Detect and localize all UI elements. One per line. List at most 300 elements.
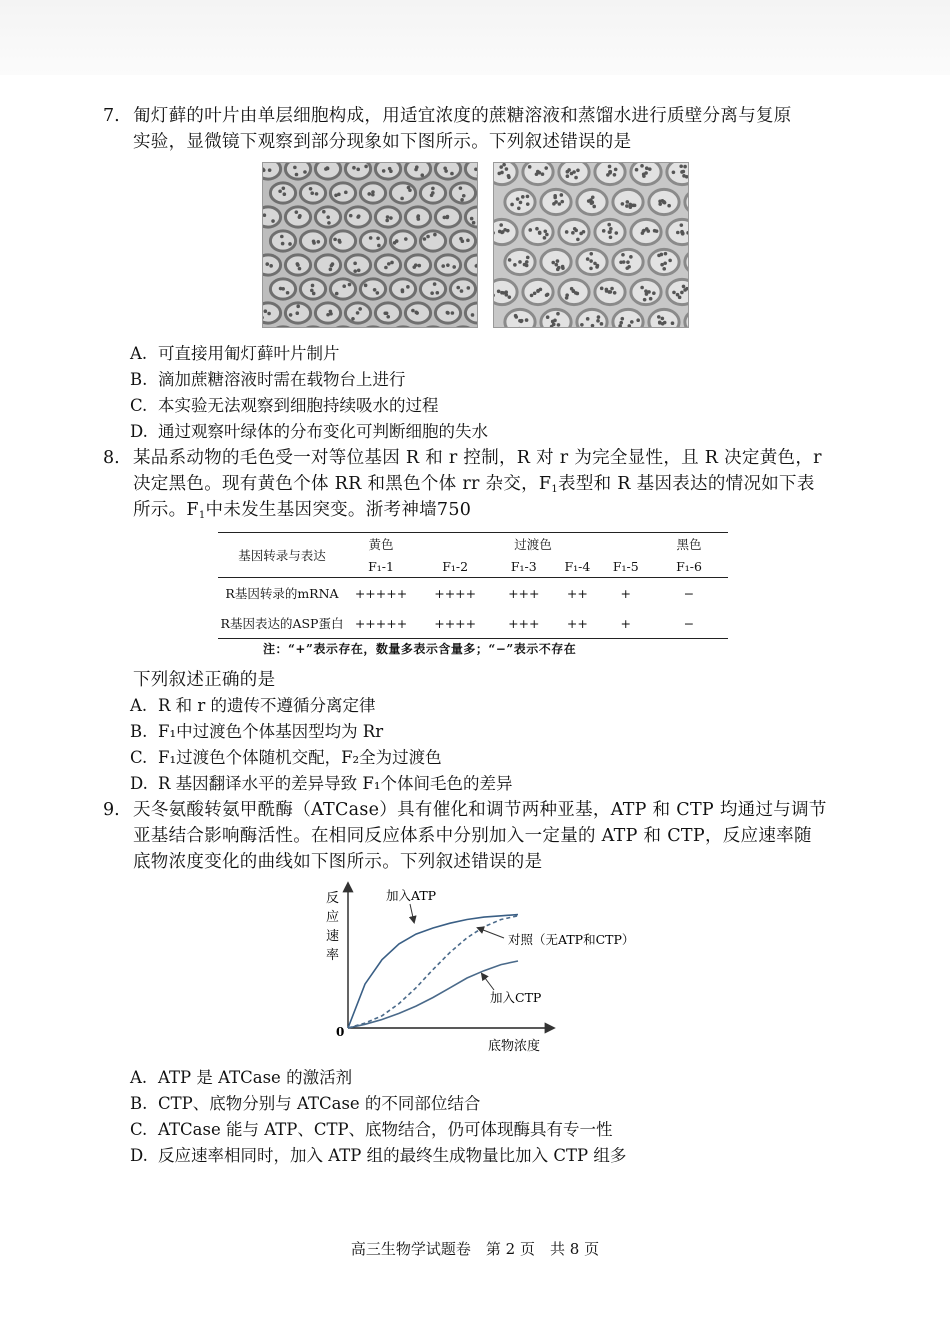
q7-number: 7.	[103, 106, 120, 126]
chloroplast-dot	[633, 204, 637, 208]
chloroplast-dot	[630, 320, 634, 324]
cell-shape	[345, 255, 370, 275]
chloroplast-dot	[600, 287, 604, 291]
gene-expression-table	[218, 532, 728, 639]
chloroplast-dot	[683, 165, 687, 169]
chloroplast-dot	[408, 188, 412, 192]
chloroplast-dot	[565, 293, 569, 297]
chloroplast-dot	[417, 264, 421, 268]
cell-shape	[465, 303, 477, 323]
chloroplast-dot	[546, 315, 550, 319]
chloroplast-dot	[295, 173, 299, 177]
chloroplast-dot	[546, 293, 550, 297]
chloroplast-dot	[498, 230, 502, 234]
chloroplast-dot	[621, 253, 625, 257]
cell-shape	[375, 163, 400, 179]
chloroplast-dot	[433, 233, 437, 237]
chloroplast-dot	[657, 315, 661, 319]
chloroplast-dot	[609, 235, 613, 239]
chloroplast-dot	[459, 237, 463, 241]
chloroplast-dot	[537, 171, 541, 175]
chloroplast-dot	[349, 214, 353, 218]
table-cell: −	[683, 615, 695, 631]
chloroplast-dot	[570, 287, 574, 291]
arrow-control	[478, 928, 504, 938]
chloroplast-dot	[566, 174, 570, 178]
chloroplast-dot	[557, 323, 561, 327]
chloroplast-dot	[582, 230, 586, 234]
chloroplast-dot	[460, 289, 464, 293]
chloroplast-dot	[505, 167, 509, 171]
chloroplast-dot	[643, 298, 647, 302]
cell-shape	[330, 231, 355, 251]
chloroplast-dot	[351, 317, 355, 321]
chloroplast-dot	[330, 264, 334, 268]
chloroplast-dot	[560, 193, 564, 197]
chloroplast-dot	[589, 259, 593, 263]
chloroplast-dot	[528, 165, 532, 169]
chloroplast-dot	[311, 284, 315, 288]
cell-shape	[263, 207, 281, 227]
chloroplast-dot	[271, 219, 275, 223]
chloroplast-dot	[326, 166, 330, 170]
chloroplast-dot	[342, 284, 346, 288]
chloroplast-dot	[416, 215, 420, 219]
chloroplast-dot	[652, 291, 656, 295]
chloroplast-dot	[471, 313, 475, 317]
chloroplast-dot	[541, 172, 545, 176]
q8-option-d: D. R 基因翻译水平的差异导致 F₁个体间毛色的差异	[130, 774, 513, 793]
chloroplast-dot	[364, 165, 368, 169]
table-row-label: R基因转录的mRNA	[225, 586, 339, 601]
cell-shape	[330, 279, 355, 299]
q7-stem-line1: 匍灯藓的叶片由单层细胞构成，用适宜浓度的蔗糖溶液和蒸馏水进行质壁分离与复原	[133, 106, 792, 126]
cell-shape	[541, 309, 571, 327]
micrograph-deplasmolysis-photo	[493, 162, 689, 328]
table-cell: ++	[566, 615, 588, 631]
chloroplast-dot	[376, 291, 380, 295]
chloroplast-dot	[626, 260, 630, 264]
chloroplast-dot	[629, 255, 633, 259]
chloroplast-dot	[586, 257, 590, 261]
chloroplast-dot	[426, 235, 430, 239]
chloroplast-dot	[516, 197, 520, 201]
chloroplast-dot	[663, 261, 667, 265]
q9-stem-line1: 天冬氨酸转氨甲酰酶（ATCase）具有催化和调节两种亚基，ATP 和 CTP 均通过与调节	[133, 800, 827, 820]
chloroplast-dot	[554, 200, 558, 204]
q8-option-c: C. F₁过渡色个体随机交配，F₂全为过渡色	[130, 748, 442, 767]
chloroplast-dot	[414, 168, 418, 172]
chloroplast-dot	[423, 237, 427, 241]
page-header-band	[0, 0, 950, 75]
chloroplast-dot	[472, 221, 476, 225]
q8-stem-line1: 某品系动物的毛色受一对等位基因 R 和 r 控制，R 对 r 为完全显性，且 R 决定黄色，r	[133, 448, 822, 468]
chloroplast-dot	[430, 291, 434, 295]
chloroplast-dot	[561, 266, 565, 270]
chloroplast-dot	[609, 227, 613, 231]
chloroplast-dot	[679, 164, 683, 168]
chloroplast-dot	[525, 264, 529, 268]
table-cell: +	[620, 585, 632, 601]
chloroplast-dot	[600, 322, 604, 326]
chloroplast-dot	[525, 260, 529, 264]
cell-shape	[405, 163, 430, 179]
chloroplast-dot	[586, 317, 590, 321]
chloroplast-dot	[295, 311, 299, 315]
q8-prompt: 下列叙述正确的是	[133, 670, 276, 690]
chloroplast-dot	[265, 262, 269, 266]
chloroplast-dot	[385, 219, 389, 223]
chloroplast-dot	[337, 239, 341, 243]
chloroplast-dot	[386, 315, 390, 319]
chloroplast-dot	[518, 319, 522, 323]
chloroplast-dot	[367, 192, 371, 196]
cell-shape	[315, 255, 340, 275]
y-axis-label-char: 应	[326, 910, 340, 925]
table-cell: ++++	[434, 585, 477, 601]
chloroplast-dot	[536, 289, 540, 293]
cell-shape	[330, 183, 355, 203]
chloroplast-dot	[680, 170, 684, 174]
micrograph-plasmolysis-photo	[262, 162, 478, 328]
chloroplast-dot	[551, 261, 555, 265]
chloroplast-dot	[452, 265, 456, 269]
table-note: 注：“+”表示存在，数量多表示含量多；“−”表示不存在	[263, 642, 577, 656]
cell-shape	[685, 309, 688, 327]
chloroplast-dot	[680, 223, 684, 227]
chloroplast-dot	[664, 252, 668, 256]
label-ctp: 加入CTP	[490, 990, 542, 1005]
chloroplast-dot	[395, 239, 399, 243]
chloroplast-dot	[514, 315, 518, 319]
q7-stem-line2: 实验，显微镜下观察到部分现象如下图所示。下列叙述错误的是	[133, 132, 632, 152]
q8-stem-line3: 所示。$F_1$中未发生基因突变。浙考神墙750	[133, 500, 472, 521]
cell-shape	[667, 279, 688, 304]
table-cell: +	[620, 615, 632, 631]
chloroplast-dot	[626, 200, 630, 204]
chloroplast-dot	[533, 291, 537, 295]
chloroplast-dot	[322, 210, 326, 214]
chloroplast-dot	[327, 221, 331, 225]
chloroplast-dot	[353, 262, 357, 266]
chloroplast-dot	[648, 167, 652, 171]
y-axis-label-char: 率	[326, 948, 340, 963]
chloroplast-dot	[662, 200, 666, 204]
chloroplast-dot	[382, 169, 386, 173]
chloroplast-dot	[353, 269, 357, 273]
page-footer: 高三生物学试题卷 第 2 页 共 8 页	[350, 1240, 600, 1258]
table-group-yellow: 黄色	[368, 537, 394, 552]
chloroplast-dot	[296, 305, 300, 309]
chloroplast-dot	[593, 262, 597, 266]
chloroplast-dot	[526, 195, 530, 199]
chloroplast-dot	[333, 238, 337, 242]
chloroplast-dot	[647, 290, 651, 294]
table-cell: +++++	[354, 615, 408, 631]
chloroplast-dot	[565, 230, 569, 234]
chloroplast-dot	[530, 294, 534, 298]
cell-shape	[360, 231, 385, 251]
table-cell: −	[683, 585, 695, 601]
chloroplast-dot	[660, 253, 664, 257]
chloroplast-dot	[672, 291, 676, 295]
table-cell: +++	[508, 615, 540, 631]
chloroplast-dot	[267, 312, 271, 316]
chloroplast-dot	[298, 215, 302, 219]
chloroplast-dot	[682, 285, 686, 289]
chloroplast-dot	[406, 285, 410, 289]
chloroplast-dot	[613, 173, 617, 177]
chloroplast-dot	[470, 217, 474, 221]
chloroplast-dot	[543, 236, 547, 240]
chloroplast-dot	[329, 268, 333, 272]
chloroplast-dot	[436, 291, 440, 295]
cell-shape	[315, 163, 340, 179]
chloroplast-dot	[608, 165, 612, 169]
cell-shape	[390, 183, 415, 203]
cell-shape	[559, 163, 589, 185]
chloroplast-dot	[430, 194, 434, 198]
chloroplast-dot	[655, 229, 659, 233]
q9-number: 9.	[103, 800, 120, 820]
cell-shape	[613, 309, 643, 327]
chloroplast-dot	[400, 197, 404, 201]
chloroplast-dot	[642, 174, 646, 178]
chloroplast-dot	[451, 311, 455, 315]
chloroplast-dot	[580, 323, 584, 327]
table-col-header: F₁-5	[612, 558, 639, 574]
chloroplast-dot	[576, 168, 580, 172]
chloroplast-dot	[401, 288, 405, 292]
chloroplast-dot	[431, 187, 435, 191]
chloroplast-dot	[576, 292, 580, 296]
chloroplast-dot	[373, 288, 377, 292]
chloroplast-dot	[499, 223, 503, 227]
chloroplast-dot	[312, 241, 316, 245]
chloroplast-dot	[672, 170, 676, 174]
chloroplast-dot	[556, 268, 560, 272]
chloroplast-dot	[571, 231, 575, 235]
chloroplast-dot	[279, 287, 283, 291]
chloroplast-dot	[556, 312, 560, 316]
chloroplast-dot	[658, 200, 662, 204]
chloroplast-dot	[576, 238, 580, 242]
chloroplast-dot	[640, 286, 644, 290]
chloroplast-dot	[545, 233, 549, 237]
chloroplast-dot	[499, 165, 503, 169]
table-corner-header: 基因转录与表达	[238, 548, 326, 563]
chloroplast-dot	[456, 286, 460, 290]
q9-option-a: A. ATP 是 ATCase 的激活剂	[130, 1068, 353, 1087]
chloroplast-dot	[264, 309, 268, 313]
table-cell: ++	[566, 585, 588, 601]
chloroplast-dot	[526, 256, 530, 260]
cell-shape	[300, 279, 325, 299]
table-group-transition: 过渡色	[514, 537, 552, 552]
table-cell: +++++	[354, 585, 408, 601]
chloroplast-dot	[352, 166, 356, 170]
chloroplast-dot	[326, 215, 330, 219]
chloroplast-dot	[519, 201, 523, 205]
chloroplast-dot	[383, 311, 387, 315]
chloroplast-dot	[506, 229, 510, 233]
table-col-header: F₁-3	[510, 558, 537, 574]
chloroplast-dot	[521, 195, 525, 199]
chloroplast-dot	[667, 204, 671, 208]
chloroplast-dot	[293, 166, 297, 170]
cell-shape	[270, 231, 295, 251]
chloroplast-dot	[388, 167, 392, 171]
cell-shape	[390, 231, 415, 251]
series-line-0	[348, 915, 518, 1028]
chloroplast-dot	[676, 231, 680, 235]
y-axis-label	[326, 891, 339, 963]
chloroplast-dot	[412, 265, 416, 269]
chloroplast-dot	[678, 296, 682, 300]
chloroplast-dot	[329, 312, 333, 316]
chloroplast-dot	[574, 229, 578, 233]
chloroplast-dot	[459, 186, 463, 190]
chloroplast-dot	[466, 239, 470, 243]
chloroplast-dot	[315, 192, 319, 196]
chloroplast-dot	[661, 317, 665, 321]
chloroplast-dot	[335, 292, 339, 296]
chloroplast-dot	[636, 318, 640, 322]
chloroplast-dot	[610, 287, 614, 291]
chloroplast-dot	[660, 263, 664, 267]
x-axis-label: 底物浓度	[488, 1039, 541, 1054]
chloroplast-dot	[444, 169, 448, 173]
chloroplast-dot	[281, 242, 285, 246]
chloroplast-dot	[556, 259, 560, 263]
chloroplast-dot	[369, 236, 373, 240]
table-col-header: F₁-1	[368, 558, 394, 574]
chloroplast-dot	[295, 210, 299, 214]
cell-shape	[420, 231, 445, 251]
chloroplast-dot	[613, 291, 617, 295]
chloroplast-dot	[289, 313, 293, 317]
chloroplast-dot	[312, 292, 316, 296]
chloroplast-dot	[642, 229, 646, 233]
q7-option-b: B. 滴加蔗糖溶液时需在载物台上进行	[130, 370, 406, 389]
chloroplast-dot	[357, 268, 361, 272]
cell-shape	[263, 163, 281, 179]
q8-option-b: B. F₁中过渡色个体基因型均为 Rr	[130, 722, 384, 741]
y-axis-label-char: 速	[326, 929, 340, 944]
chloroplast-dot	[680, 230, 684, 234]
chloroplast-dot	[278, 189, 282, 193]
chloroplast-dot	[551, 320, 555, 324]
cell-shape	[420, 279, 445, 299]
q8-option-a: A. R 和 r 的遗传不遵循分离定律	[130, 696, 376, 715]
chloroplast-dot	[640, 164, 644, 168]
cell-shape	[494, 163, 517, 185]
chloroplast-dot	[446, 311, 450, 315]
chloroplast-dot	[500, 291, 504, 295]
chloroplast-dot	[283, 192, 287, 196]
chloroplast-dot	[415, 311, 419, 315]
chloroplast-dot	[608, 230, 612, 234]
chloroplast-dot	[296, 263, 300, 267]
chloroplast-dot	[443, 216, 447, 220]
table-cell: +++	[508, 585, 540, 601]
chloroplast-dot	[535, 227, 539, 231]
chloroplast-dot	[460, 198, 464, 202]
chloroplast-dot	[282, 187, 286, 191]
chloroplast-dot	[356, 311, 360, 315]
chloroplast-dot	[662, 267, 666, 271]
chloroplast-dot	[607, 223, 611, 227]
chloroplast-dot	[525, 318, 529, 322]
photo1-cells	[263, 163, 477, 327]
chloroplast-dot	[629, 205, 633, 209]
chloroplast-dot	[348, 283, 352, 287]
chloroplast-dot	[567, 168, 571, 172]
chloroplast-dot	[467, 286, 471, 290]
table-cell: ++++	[434, 615, 477, 631]
chloroplast-dot	[356, 168, 360, 172]
q8-number: 8.	[103, 448, 120, 468]
chloroplast-dot	[386, 215, 390, 219]
chloroplast-dot	[526, 202, 530, 206]
chloroplast-dot	[497, 172, 501, 176]
q9-option-b: B. CTP、底物分别与 ATCase 的不同部位结合	[130, 1094, 481, 1113]
chloroplast-dot	[508, 258, 512, 262]
chloroplast-dot	[553, 194, 557, 198]
photo2-cells	[494, 163, 688, 327]
chloroplast-dot	[668, 259, 672, 263]
chloroplast-dot	[591, 195, 595, 199]
chloroplast-dot	[558, 202, 562, 206]
chloroplast-dot	[377, 244, 381, 248]
table-col-header: F₁-6	[676, 558, 702, 574]
arrow-atp	[410, 904, 414, 922]
chloroplast-dot	[621, 317, 625, 321]
cell-shape	[465, 163, 477, 179]
chloroplast-dot	[597, 315, 601, 319]
chloroplast-dot	[543, 229, 547, 233]
q7-option-c: C. 本实验无法观察到细胞持续吸水的过程	[130, 396, 439, 415]
chloroplast-dot	[411, 309, 415, 313]
chloroplast-dot	[404, 237, 408, 241]
chloroplast-dot	[364, 284, 368, 288]
q9-option-d: D. 反应速率相同时，加入 ATP 组的最终生成物量比加入 CTP 组多	[130, 1146, 627, 1165]
cell-shape	[685, 249, 688, 274]
chloroplast-dot	[602, 229, 606, 233]
chloroplast-dot	[433, 282, 437, 286]
table-col-header: F₁-2	[442, 558, 469, 574]
q9-stem-line3: 底物浓度变化的曲线如下图所示。下列叙述错误的是	[133, 852, 543, 872]
chloroplast-dot	[288, 242, 292, 246]
chloroplast-dot	[649, 297, 653, 301]
chloroplast-dot	[621, 202, 625, 206]
label-atp: 加入ATP	[386, 888, 437, 903]
chloroplast-dot	[592, 205, 596, 209]
chloroplast-dot	[528, 228, 532, 232]
chloroplast-dot	[390, 261, 394, 265]
chloroplast-dot	[497, 289, 501, 293]
chloroplast-dot	[608, 290, 612, 294]
cell-shape	[360, 279, 385, 299]
chloroplast-dot	[286, 291, 290, 295]
chloroplast-dot	[596, 319, 600, 323]
cell-shape	[435, 163, 460, 179]
chloroplast-dot	[420, 173, 424, 177]
chloroplast-dot	[671, 321, 675, 325]
chloroplast-dot	[572, 170, 576, 174]
y-axis-label-char: 反	[326, 891, 340, 906]
chloroplast-dot	[357, 214, 361, 218]
